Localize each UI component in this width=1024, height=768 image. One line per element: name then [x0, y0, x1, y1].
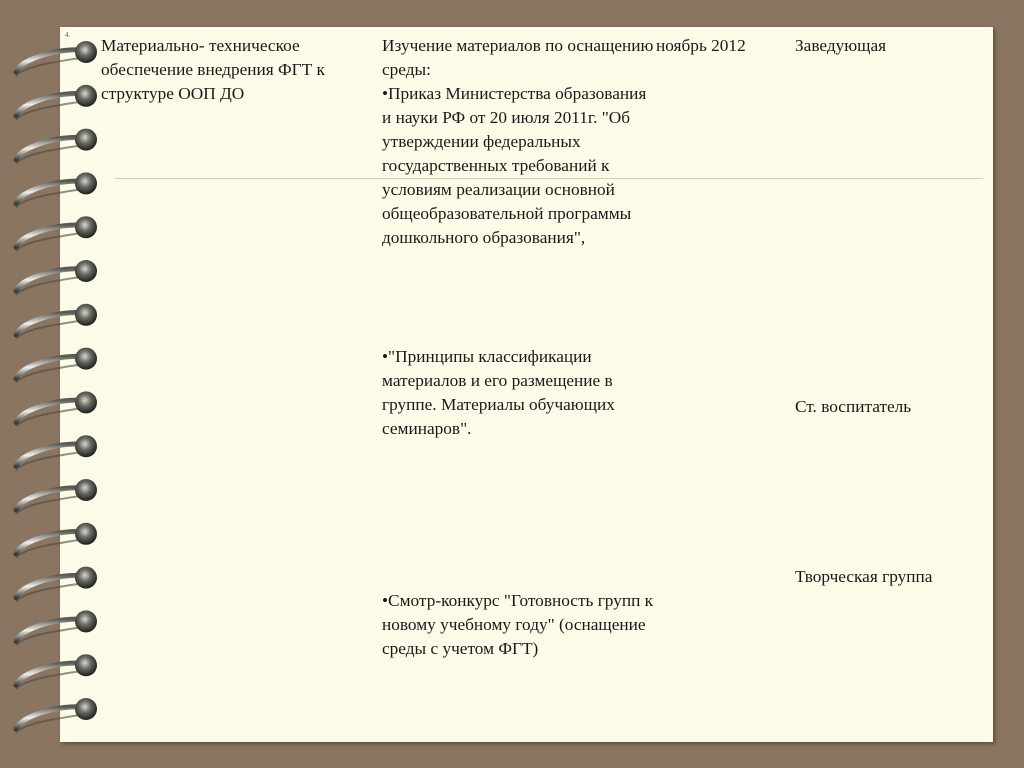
- spiral-binding: [0, 0, 110, 768]
- binding-hole: [75, 698, 97, 720]
- binding-hole: [75, 654, 97, 676]
- binding-hole: [75, 391, 97, 413]
- binding-hole: [75, 172, 97, 194]
- date-cell: ноябрь 2012: [656, 36, 746, 55]
- binding-hole: [75, 304, 97, 326]
- binding-hole: [75, 41, 97, 63]
- binding-hole: [75, 479, 97, 501]
- binding-hole: [75, 85, 97, 107]
- notebook-page: [60, 27, 993, 742]
- activity-intro: [382, 34, 657, 250]
- binding-hole: [75, 216, 97, 238]
- binding-hole: [75, 260, 97, 282]
- binding-hole: [75, 567, 97, 589]
- binding-hole: [75, 435, 97, 457]
- binding-hole: [75, 523, 97, 545]
- binding-hole: [75, 348, 97, 370]
- activity-item-contest: •Смотр-конкурс "Готовность групп к новому учебному году" (оснащение среды с учетом ФГТ): [382, 591, 654, 658]
- topic-cell: Материально- техническое обеспечение внедрения ФГТ к структуре ООП ДО: [101, 36, 325, 103]
- responsible-senior-teacher: Ст. воспитатель: [795, 397, 912, 416]
- activity-intro-text: Изучение материалов по оснащению среды:: [382, 36, 654, 79]
- binding-hole: [75, 610, 97, 632]
- binding-hole: [75, 129, 97, 151]
- activity-item-order: •Приказ Министерства образования и науки РФ от 20 июля 2011г. "Об утверждении федеральных государственных требований к условиям реализации основной общеобразовательной программы дошкольного образования",: [382, 84, 647, 247]
- slide-number: 4.: [65, 31, 71, 39]
- responsible-creative-group: Творческая группа: [795, 567, 933, 586]
- responsible-head: Заведующая: [795, 36, 887, 55]
- activity-item-principles: •"Принципы классификации материалов и его размещение в группе. Материалы обучающих семинаров".: [382, 347, 615, 438]
